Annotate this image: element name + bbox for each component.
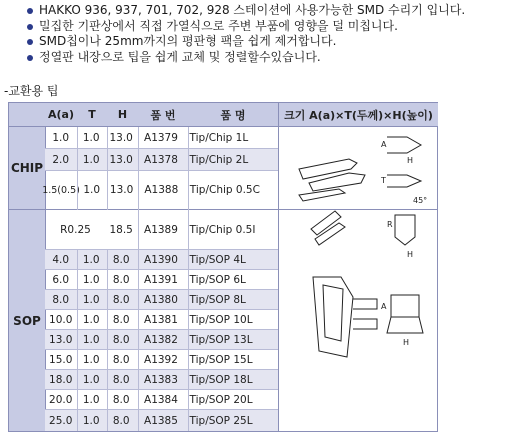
cell-h: 18.5 [109,223,133,236]
table-row [45,149,278,171]
cell-name: Tip/Chip 2L [189,153,249,166]
cell-name: Tip/SOP 6L [189,273,246,286]
feature-item: SMD칩이나 25mm까지의 평판형 팩을 쉽게 제거합니다. [27,34,465,50]
cell-h: 8.0 [112,353,130,366]
dim-label-h: H [407,156,414,165]
header-size: 크기 A(a)×T(두께)×H(높이) [278,103,438,127]
cell-name: Tip/SOP 20L [189,393,253,406]
cell-a: 25.0 [49,414,73,427]
cell-part: A1390 [144,253,178,266]
cell-name: Tip/Chip 0.5I [189,223,256,236]
cell-name: Tip/Chip 1L [189,131,249,144]
cell-a: 13.0 [49,333,73,346]
cell-a: R0.25 [60,223,91,236]
cell-name: Tip/SOP 18L [189,373,253,386]
cell-part: A1383 [144,373,178,386]
table-row [45,350,278,370]
cell-h: 8.0 [112,273,130,286]
cell-part: A1391 [144,273,178,286]
dim-label-a2: A [381,302,387,311]
cell-name: Tip/SOP 8L [189,293,246,306]
cell-part: A1384 [144,393,178,406]
cell-a: 1.5(0.5) [42,184,80,196]
cell-h: 13.0 [109,153,133,166]
cell-t: 1.0 [82,353,100,366]
table-row [45,290,278,310]
table-row [45,210,278,250]
cell-h: 8.0 [112,313,130,326]
feature-item: HAKKO 936, 937, 701, 702, 928 스테이션에 사용가능한 SMD 수리기 입니다. [27,3,465,19]
cell-t: 1.0 [82,313,100,326]
cell-name: Tip/SOP 15L [189,353,253,366]
dim-label-a: A [381,140,387,149]
cell-name: Tip/SOP 10L [189,313,253,326]
tip-drawings [279,127,438,431]
table-row [45,410,278,431]
cell-name: Tip/Chip 0.5C [189,184,260,196]
cell-part: A1388 [144,184,179,196]
cell-h: 8.0 [112,253,130,266]
header-blank [9,103,46,127]
table-row [45,370,278,390]
table-row [45,127,278,149]
cell-h: 13.0 [109,131,133,144]
cell-t: 1.0 [82,253,100,266]
tip-size-diagrams [278,127,438,431]
table-row [45,310,278,330]
cell-h: 8.0 [112,393,130,406]
cell-name: Tip/SOP 4L [189,253,246,266]
header-part: 품 번 [138,103,188,127]
cell-h: 8.0 [112,333,130,346]
dim-label-t: T [381,176,386,185]
cell-part: A1392 [144,353,178,366]
cell-h: 8.0 [112,414,130,427]
cell-a: 18.0 [49,373,73,386]
cell-a: 4.0 [52,253,70,266]
cell-a: 1.0 [52,131,70,144]
cell-a: 8.0 [52,293,70,306]
header-h: H [107,103,138,127]
cell-part: A1379 [144,131,178,144]
table-row [45,270,278,290]
header-a: A(a) [45,103,77,127]
cell-t: 1.0 [82,293,100,306]
cell-name: Tip/SOP 25L [189,414,253,427]
group-chip: CHIP [9,127,46,209]
cell-t: 1.0 [82,131,100,144]
section-title: -교환용 팁 [4,84,59,98]
cell-part: A1385 [144,414,178,427]
dim-label-h3: H [403,338,410,347]
table-row [45,250,278,270]
feature-item: 밀집한 기판상에서 직접 가열식으로 주변 부품에 영향을 덜 미칩니다. [27,19,465,35]
table-row [45,390,278,410]
cell-t: 1.0 [82,333,100,346]
cell-h: 8.0 [112,293,130,306]
cell-a: 2.0 [52,153,70,166]
cell-h: 8.0 [112,373,130,386]
cell-h: 13.0 [109,184,134,196]
cell-a: 15.0 [49,353,73,366]
cell-part: A1380 [144,293,178,306]
feature-list [27,3,465,65]
cell-part: A1389 [144,223,178,236]
cell-t: 1.0 [83,184,101,196]
header-t: T [77,103,107,127]
cell-a: 20.0 [49,393,73,406]
dim-label-angle: 45° [413,196,428,205]
dim-label-r: R [387,220,393,229]
cell-a: 6.0 [52,273,70,286]
cell-part: A1378 [144,153,178,166]
cell-t: 1.0 [82,273,100,286]
cell-t: 1.0 [82,414,100,427]
table-row [45,330,278,350]
cell-part: A1382 [144,333,178,346]
cell-t: 1.0 [82,153,100,166]
group-sop: SOP [9,210,46,431]
table-row [42,171,278,210]
cell-t: 1.0 [82,393,100,406]
feature-item: 정열판 내장으로 팁을 쉽게 교체 및 정렬할수있습니다. [27,50,465,66]
cell-a: 10.0 [49,313,73,326]
replacement-tip-table [8,102,438,432]
dim-label-h2: H [407,250,414,259]
cell-part: A1381 [144,313,178,326]
header-name: 품 명 [188,103,278,127]
cell-t: 1.0 [82,373,100,386]
cell-name: Tip/SOP 13L [189,333,253,346]
